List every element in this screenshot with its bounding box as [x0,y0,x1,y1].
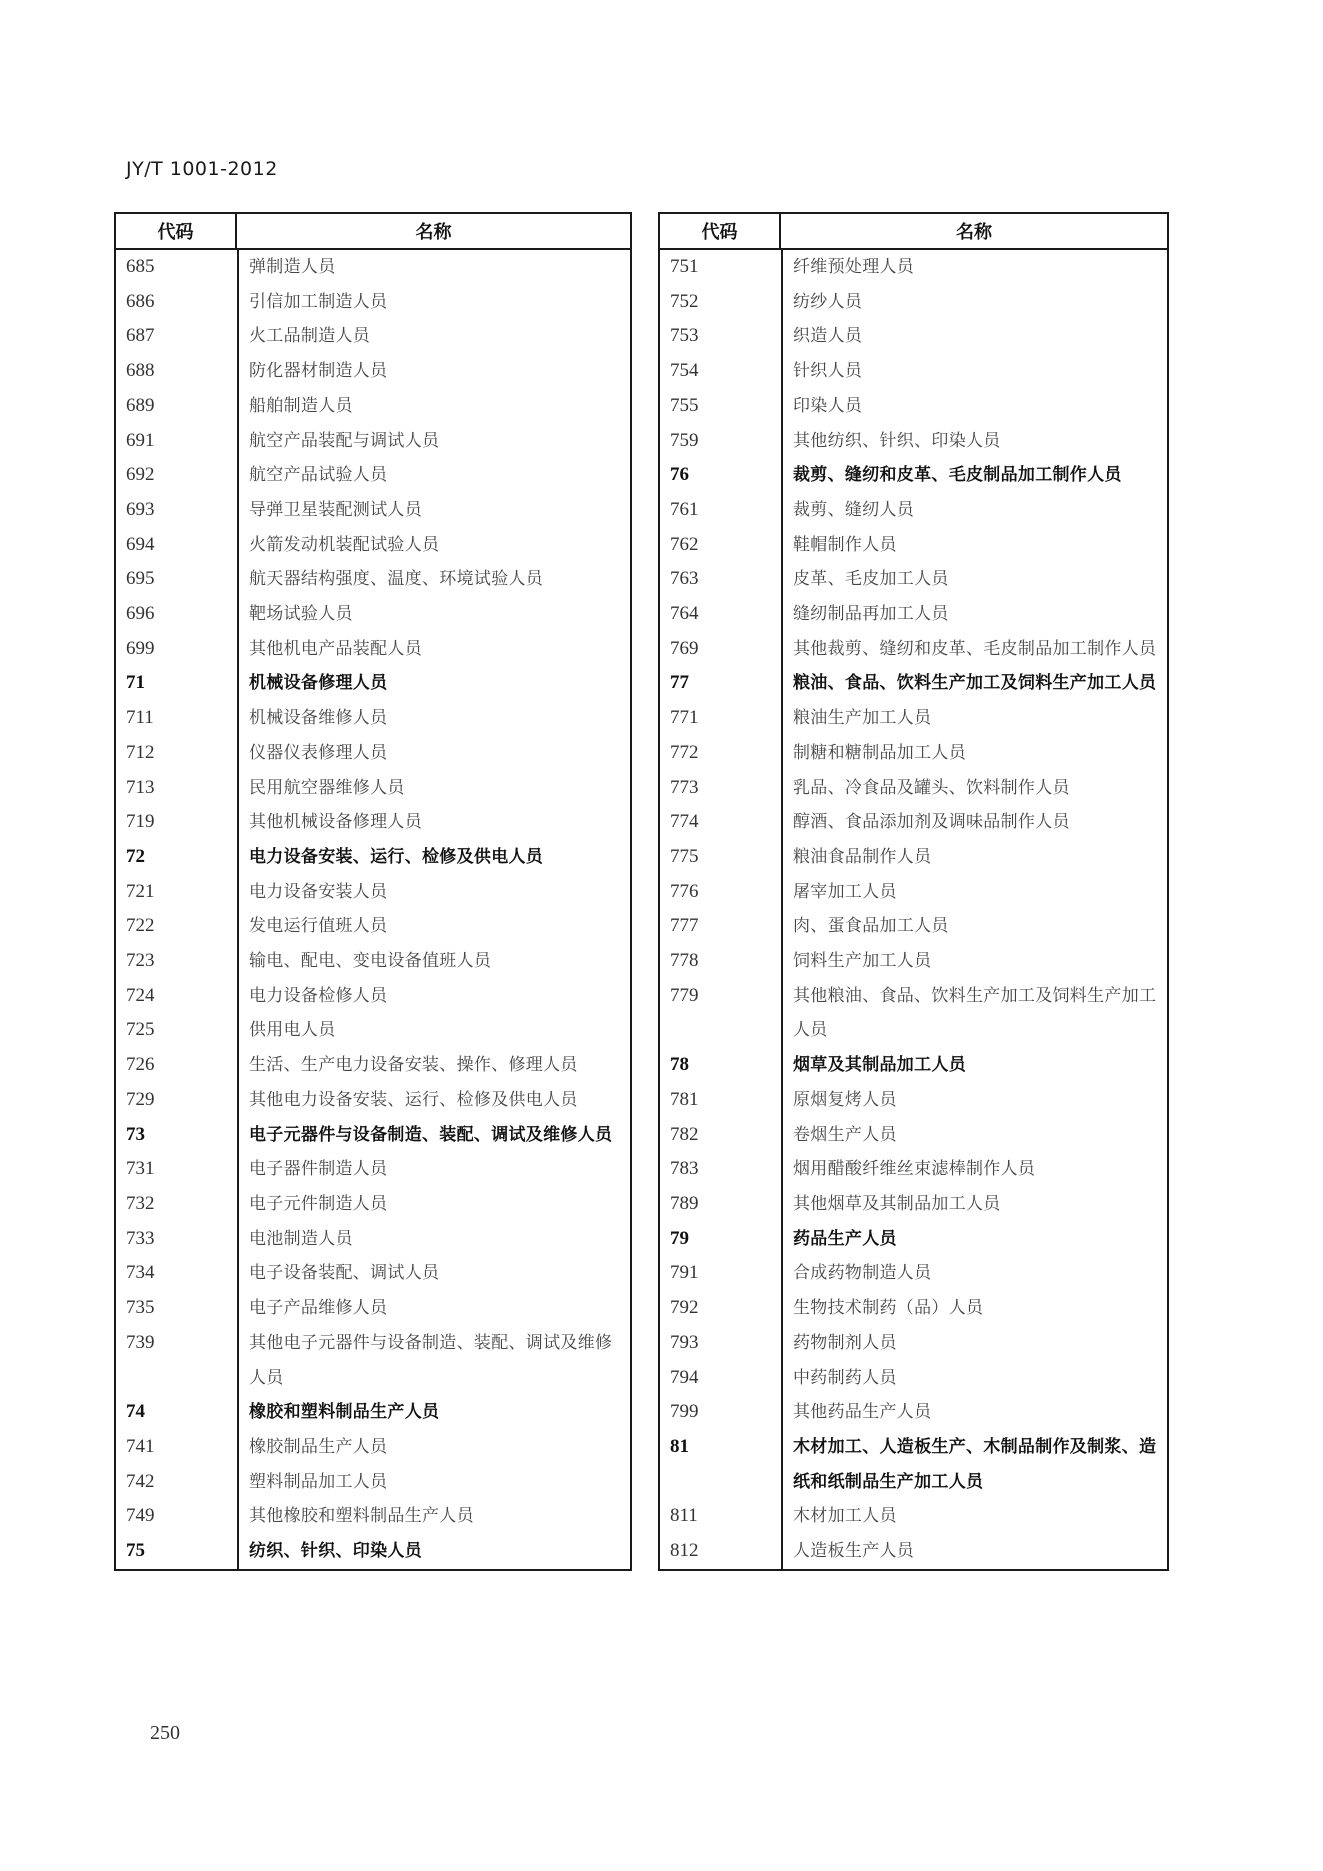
row-code: 75 [126,1540,145,1562]
row-code: 777 [670,915,699,937]
row-code: 691 [126,429,155,451]
row-code: 711 [126,707,154,729]
row-name: 针织人员 [793,361,863,382]
row-code: 699 [126,637,155,659]
row-name: 航天器结构强度、温度、环境试验人员 [249,569,544,590]
row-name: 其他粮油、食品、饮料生产加工及饲料生产加工人员 [793,985,1157,1041]
table-row [660,493,1167,528]
table-row [116,597,630,632]
row-name: 火工品制造人员 [249,326,371,347]
row-name: 粮油、食品、饮料生产加工及饲料生产加工人员 [793,673,1157,694]
row-name: 烟草及其制品加工人员 [793,1055,966,1076]
column-divider [781,250,783,1569]
row-code: 729 [126,1088,155,1110]
row-name: 鞋帽制作人员 [793,534,897,555]
row-code: 687 [126,325,155,347]
table-rows [116,250,630,1569]
table-row [660,1395,1167,1430]
row-name: 机械设备修理人员 [249,673,388,694]
table-row [660,1118,1167,1153]
row-code: 689 [126,394,155,416]
row-name: 皮革、毛皮加工人员 [793,569,949,590]
row-code: 72 [126,845,145,867]
table-row [660,771,1167,806]
row-name: 粮油食品制作人员 [793,846,932,867]
row-name: 电力设备检修人员 [249,985,388,1006]
table-row [116,458,630,493]
row-code: 725 [126,1019,155,1041]
row-name: 人造板生产人员 [793,1541,915,1562]
column-header-name: 名称 [956,222,992,243]
row-code: 779 [670,984,699,1006]
row-code: 811 [670,1505,698,1527]
table-row [116,389,630,424]
row-code: 782 [670,1123,699,1145]
table-row [116,875,630,910]
row-name: 电力设备安装人员 [249,881,388,902]
row-name: 电子器件制造人员 [249,1159,388,1180]
table-row [660,632,1167,667]
page-number: 250 [150,1722,180,1744]
row-name: 药品生产人员 [793,1228,897,1249]
row-name: 其他裁剪、缝纫和皮革、毛皮制品加工制作人员 [793,638,1157,659]
table-row [116,528,630,563]
row-name: 乳品、冷食品及罐头、饮料制作人员 [793,777,1070,798]
table-row [116,1222,630,1257]
row-name: 合成药物制造人员 [793,1263,932,1284]
column-divider [237,250,239,1569]
row-code: 771 [670,707,699,729]
table-row [116,354,630,389]
table-row-category [660,1048,1167,1083]
row-name: 木材加工、人造板生产、木制品制作及制浆、造纸和纸制品生产加工人员 [793,1436,1157,1492]
table-row [116,250,630,285]
row-code: 762 [670,533,699,555]
table-row [116,319,630,354]
row-code: 71 [126,672,145,694]
table-row [660,1291,1167,1326]
row-code: 755 [670,394,699,416]
row-name: 纤维预处理人员 [793,257,915,277]
table-body [660,250,1167,1569]
left-code-table [114,212,632,1571]
document-id: JY/T 1001-2012 [126,158,278,180]
row-code: 723 [126,950,155,972]
table-row [660,1187,1167,1222]
row-code: 772 [670,741,699,763]
row-code: 763 [670,568,699,590]
row-code: 742 [126,1470,155,1492]
table-row [116,1291,630,1326]
row-code: 739 [126,1331,155,1353]
row-code: 712 [126,741,155,763]
row-name: 缝纫制品再加工人员 [793,604,949,625]
table-row [660,805,1167,840]
row-name: 裁剪、缝纫和皮革、毛皮制品加工制作人员 [793,465,1122,486]
row-name: 其他橡胶和塑料制品生产人员 [249,1506,474,1527]
row-code: 778 [670,950,699,972]
row-name: 航空产品装配与调试人员 [249,430,440,451]
row-name: 弹制造人员 [249,257,336,277]
row-code: 735 [126,1297,155,1319]
row-name: 醇酒、食品添加剂及调味品制作人员 [793,812,1070,833]
table-row [116,562,630,597]
row-name: 其他烟草及其制品加工人员 [793,1193,1001,1214]
column-header-name: 名称 [415,222,452,243]
row-code: 733 [126,1227,155,1249]
table-row [660,909,1167,944]
row-code: 685 [126,256,155,277]
table-row [116,1465,630,1500]
row-code: 799 [670,1401,699,1423]
table-row [116,1256,630,1291]
table-row [116,424,630,459]
table-row [660,875,1167,910]
table-row [116,979,630,1014]
row-code: 74 [126,1401,145,1423]
row-name: 其他电力设备安装、运行、检修及供电人员 [249,1089,578,1110]
table-row [660,354,1167,389]
row-code: 769 [670,637,699,659]
row-code: 761 [670,498,699,520]
table-row [660,528,1167,563]
row-code: 81 [670,1435,689,1457]
table-row [660,1326,1167,1361]
table-row [116,909,630,944]
row-name: 靶场试验人员 [249,604,353,625]
table-row-category [116,840,630,875]
row-name: 纺纱人员 [793,291,863,312]
row-code: 752 [670,290,699,312]
table-row [660,250,1167,285]
row-code: 78 [670,1054,689,1076]
table-row [660,1152,1167,1187]
table-row [660,1256,1167,1291]
right-code-table [658,212,1169,1571]
table-row [660,1534,1167,1569]
row-name: 发电运行值班人员 [249,916,388,937]
table-row [116,805,630,840]
table-row [116,632,630,667]
row-code: 754 [670,360,699,382]
row-name: 中药制药人员 [793,1367,897,1388]
table-row [116,1083,630,1118]
row-name: 药物制剂人员 [793,1332,897,1353]
table-row [660,701,1167,736]
row-code: 751 [670,256,699,277]
row-name: 纺织、针织、印染人员 [249,1541,422,1562]
table-row [116,285,630,320]
row-code: 76 [670,464,689,486]
table-row [116,1013,630,1048]
table-row-category [660,1430,1167,1499]
table-row [116,1326,630,1395]
table-row [660,389,1167,424]
table-row [660,597,1167,632]
table-row-category [660,458,1167,493]
column-header-code: 代码 [116,214,237,248]
row-code: 713 [126,776,155,798]
row-name: 印染人员 [793,395,863,416]
row-code: 692 [126,464,155,486]
row-code: 775 [670,845,699,867]
row-name: 其他纺织、针织、印染人员 [793,430,1001,451]
row-name: 其他机械设备修理人员 [249,812,422,833]
table-row [116,701,630,736]
row-name: 卷烟生产人员 [793,1124,897,1145]
table-row [660,840,1167,875]
row-name: 其他药品生产人员 [793,1402,932,1423]
row-name: 电子产品维修人员 [249,1298,388,1319]
row-name: 航空产品试验人员 [249,465,388,486]
table-row [660,1499,1167,1534]
row-name: 电子元器件与设备制造、装配、调试及维修人员 [249,1124,613,1145]
table-row [116,1430,630,1465]
row-code: 79 [670,1227,689,1249]
row-code: 774 [670,811,699,833]
row-code: 686 [126,290,155,312]
table-row [660,1083,1167,1118]
table-header [116,214,630,250]
row-name: 粮油生产加工人员 [793,708,932,729]
row-name: 船舶制造人员 [249,395,353,416]
table-row [116,1048,630,1083]
row-code: 793 [670,1331,699,1353]
table-row [116,1499,630,1534]
table-row [116,493,630,528]
row-name: 引信加工制造人员 [249,291,388,312]
row-name: 电子元件制造人员 [249,1193,388,1214]
row-code: 694 [126,533,155,555]
row-name: 烟用醋酸纤维丝束滤棒制作人员 [793,1159,1036,1180]
row-name: 制糖和糖制品加工人员 [793,742,966,763]
table-row-category [116,1118,630,1153]
table-rows [660,250,1167,1569]
row-name: 裁剪、缝纫人员 [793,499,915,520]
row-name: 导弹卫星装配测试人员 [249,499,422,520]
row-code: 695 [126,568,155,590]
row-code: 73 [126,1123,145,1145]
row-name: 供用电人员 [249,1020,336,1041]
table-row [116,944,630,979]
row-code: 732 [126,1192,155,1214]
row-name: 木材加工人员 [793,1506,897,1527]
row-code: 783 [670,1158,699,1180]
row-code: 749 [126,1505,155,1527]
row-name: 原烟复烤人员 [793,1089,897,1110]
table-row-category [116,666,630,701]
table-row [116,1152,630,1187]
table-row [116,771,630,806]
table-row [660,944,1167,979]
row-name: 机械设备维修人员 [249,708,388,729]
table-row [660,979,1167,1048]
row-name: 火箭发动机装配试验人员 [249,534,440,555]
table-row [660,285,1167,320]
table-row [660,319,1167,354]
row-name: 生物技术制药（品）人员 [793,1298,984,1319]
row-code: 812 [670,1540,699,1562]
row-name: 防化器材制造人员 [249,361,388,382]
row-code: 789 [670,1192,699,1214]
row-code: 731 [126,1158,155,1180]
row-code: 688 [126,360,155,382]
row-code: 792 [670,1297,699,1319]
row-name: 塑料制品加工人员 [249,1471,388,1492]
table-row-category [660,1222,1167,1257]
row-code: 759 [670,429,699,451]
row-name: 饲料生产加工人员 [793,951,932,972]
table-row [660,736,1167,771]
row-code: 77 [670,672,689,694]
table-row [660,562,1167,597]
table-row [660,1361,1167,1396]
row-name: 民用航空器维修人员 [249,777,405,798]
table-row-category [116,1395,630,1430]
row-code: 741 [126,1435,155,1457]
row-code: 791 [670,1262,699,1284]
table-row-category [660,666,1167,701]
table-header [660,214,1167,250]
row-code: 721 [126,880,155,902]
row-name: 仪器仪表修理人员 [249,742,388,763]
column-header-code: 代码 [660,214,781,248]
row-name: 肉、蛋食品加工人员 [793,916,949,937]
row-code: 722 [126,915,155,937]
row-name: 电力设备安装、运行、检修及供电人员 [249,846,544,867]
row-code: 693 [126,498,155,520]
row-name: 屠宰加工人员 [793,881,897,902]
table-row [660,424,1167,459]
row-name: 橡胶和塑料制品生产人员 [249,1402,440,1423]
row-code: 724 [126,984,155,1006]
row-name: 输电、配电、变电设备值班人员 [249,951,492,972]
row-name: 其他电子元器件与设备制造、装配、调试及维修人员 [249,1332,613,1388]
row-code: 776 [670,880,699,902]
row-code: 734 [126,1262,155,1284]
row-code: 794 [670,1366,699,1388]
row-code: 696 [126,603,155,625]
row-name: 电池制造人员 [249,1228,353,1249]
row-name: 电子设备装配、调试人员 [249,1263,440,1284]
table-body [116,250,630,1569]
table-row [116,736,630,771]
row-code: 726 [126,1054,155,1076]
row-name: 其他机电产品装配人员 [249,638,422,659]
row-code: 773 [670,776,699,798]
row-code: 764 [670,603,699,625]
table-row [116,1187,630,1222]
row-name: 橡胶制品生产人员 [249,1436,388,1457]
row-code: 753 [670,325,699,347]
row-code: 719 [126,811,155,833]
row-code: 781 [670,1088,699,1110]
row-name: 生活、生产电力设备安装、操作、修理人员 [249,1055,578,1076]
row-name: 织造人员 [793,326,863,347]
table-row-category [116,1534,630,1569]
